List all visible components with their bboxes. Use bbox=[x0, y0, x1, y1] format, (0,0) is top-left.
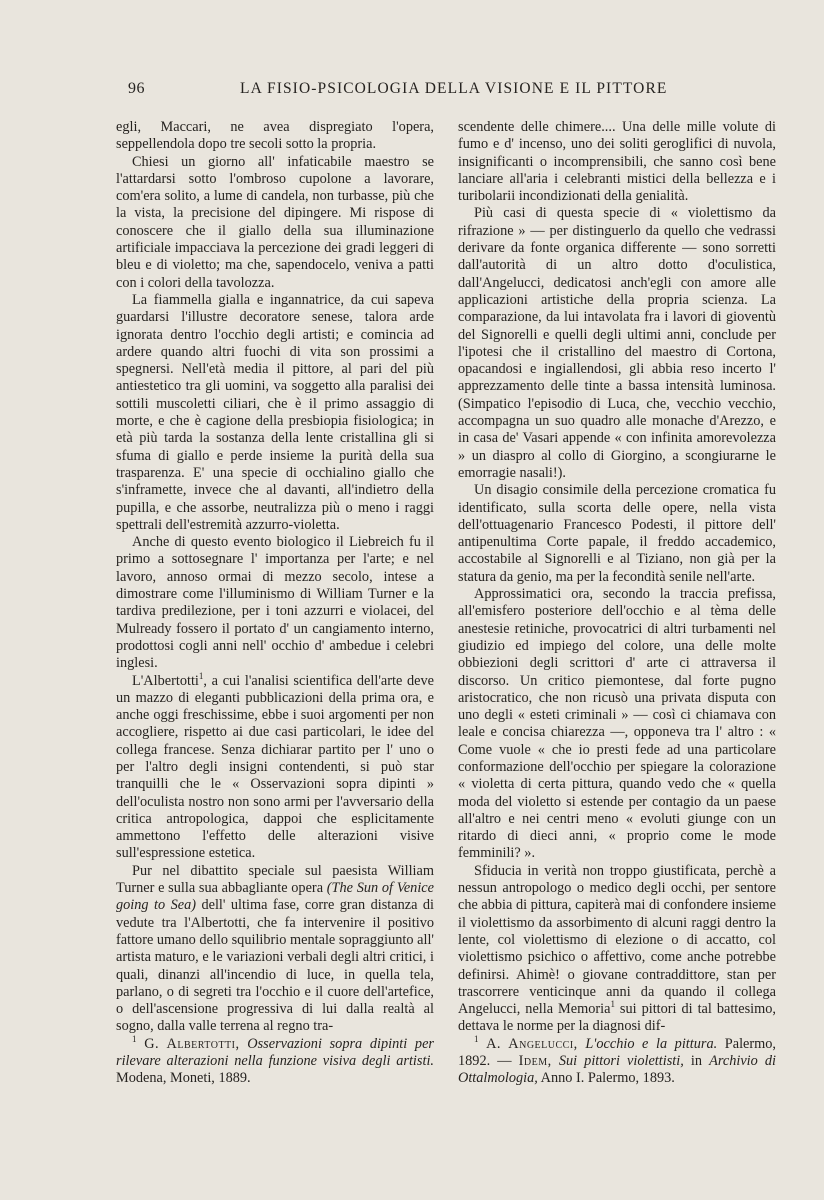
paragraph: egli, Maccari, ne avea dispregiato l'opera, seppellendola dopo tre secoli sotto la propria. bbox=[116, 119, 434, 153]
paragraph-text: dell' ultima fase, corre gran distanza di vedute tra l'Albertotti, che fa intervenire il positivo fattore umano dello squilibrio mentale sopraggiunto all' artista maturo, e le variazioni verbali degli altri critici, i quali, dinanzi all'incendio di luce, in quella tela, parlano, o di segreti tra l'occhio e il cuore dell'artefice, o dell'ascensione progressiva di lui dalla realtà al sogno, dalla valle terrena al regno tra- bbox=[116, 897, 434, 1035]
footnote-title: Sui pittori violettisti, bbox=[558, 1053, 684, 1070]
footnote-text: in bbox=[690, 1053, 703, 1070]
paragraph-text: Pur nel dibattito speciale sul paesista William Turner e sulla sua abbagliante opera bbox=[116, 862, 434, 897]
paragraph-text: Sfiducia in verità non troppo giustificata, perchè a nessun antropologo o medico degli occhi, per sentore che abbia di pittura, capiterà mai di confondere insieme il violettismo da assorbimento di alcuni raggi dentro la lente, col violettismo di elezione o di accatto, col violettismo psichico o affettivo, come anche potrebbe definirsi. Ahimè! o giovane contraddittore, stan per trascorrere venticinque anni da quando il collega Angelucci, nella Memoria bbox=[458, 862, 776, 1018]
footnote-author: A. Angelucci, bbox=[486, 1035, 578, 1052]
paragraph-text: , a cui l'analisi scientifica dell'arte deve un mazzo di eleganti pubblicazioni della prima ora, e anche oggi freschissime, ebbe i suoi argomenti per non accogliere, rispetto ai due casi particolari, le idee del collega francese. Senza dichiarar partito per l' uno o per l'altro degli insigni contendenti, si può star tranquilli che le « Osservazioni sopra dipinti » dell'oculista nostro non sono armi per l'avversario della critica antropologica, dappoi che esplicitamente ammettono l'effetto delle alterazioni visive sull'espressione estetica. bbox=[116, 672, 434, 862]
paragraph: scendente delle chimere.... Una delle mille volute di fumo e d' incenso, uno dei soliti geroglifici di nuvola, insignificanti o incomprensibili, che sanno così bene lanciare all'aria i celebranti mistici della bellezza e i turibolarii incondizionati della genialità. bbox=[458, 119, 776, 205]
page-header bbox=[0, 80, 824, 104]
right-column bbox=[458, 119, 776, 1088]
footnote-publication: Anno I. Palermo, 1893. bbox=[540, 1070, 675, 1087]
footnote-title: Osservazioni sopra dipinti per rilevare alterazioni nella funzione visiva degli artisti. bbox=[116, 1035, 434, 1070]
paragraph bbox=[116, 863, 434, 1036]
paragraph: Anche di questo evento biologico il Liebreich fu il primo a sottosegnare l' importanza per l'arte; e nel lavoro, annoso ormai di mezzo secolo, intese a dimostrare come l'illuminismo di William Turner e la tardiva predilezione, per i toni azzurri e violacei, del Mulready fossero il portato d' un cangiamento interno, prodottosi cogli anni nell' occhio d' ambedue i celebri inglesi. bbox=[116, 534, 434, 672]
footnote-mark: 1 bbox=[474, 1033, 479, 1044]
footnote-mark: 1 bbox=[132, 1033, 137, 1044]
footnote-author: Idem, bbox=[518, 1053, 552, 1070]
footnote-journal: Archivio di Ottalmologia, bbox=[458, 1053, 777, 1087]
footnote bbox=[116, 1033, 434, 1088]
running-title: LA FISIO-PSICOLOGIA DELLA VISIONE E IL PITTORE bbox=[240, 80, 668, 97]
footnote-title: L'occhio e la pittura. bbox=[585, 1035, 718, 1052]
footnote-publication: Modena, Moneti, 1889. bbox=[116, 1070, 251, 1087]
footnote-reference: 1 bbox=[198, 670, 204, 681]
footnote bbox=[458, 1033, 777, 1088]
paragraph-text: sui pittori di tal battesimo, dettava le norme per la diagnosi dif- bbox=[458, 1001, 776, 1035]
footnote-reference: 1 bbox=[610, 999, 615, 1010]
paragraph: Più casi di questa specie di « violettismo da rifrazione » — per distinguerlo da quello che vedrassi derivare da fonte organica differente — sono sorretti dall'autorità di un altro dotto d'oculistica, dall'Angelucci, dedicatosi anch'egli con amore alle applicazioni artistiche della propria scienza. La comparazione, da lui intavolata fra i lavori di gioventù del Signorelli e quelli degli ultimi anni, conclude per l'ipotesi che il cristallino del maestro di Cortona, opacandosi e ingiallendosi, gli abbia reso incerto l' apprezzamento delle tinte a bassa intensità luminosa. (Simpatico l'episodio di Luca, che, vecchio vecchio, accompagna un suo quadro alle monache d'Arezzo, e in casa de' Vasari appende « con infinita amorevolezza » un diaspro al collo di Giorgino, a scongiurarne le emorragie nasali!). bbox=[458, 205, 776, 481]
footnote-author: G. Albertotti, bbox=[144, 1035, 240, 1052]
artwork-title: (The Sun of Venice going to Sea) bbox=[116, 880, 434, 914]
footnote-publication: Palermo, 1892. — bbox=[458, 1035, 777, 1070]
paragraph: Chiesi un giorno all' infaticabile maestro se l'attardarsi sotto l'ombroso cupolone a lavorare, com'era solito, a lume di candela, non turbasse, più che la vista, la precisione del dipingere. Mi rispose di conoscere che il giallo della sua illuminazione artificiale impacciava la percezione dei gradi leggeri di bleu e di violetto; ma che, sapendocelo, veniva a patti con i colori della tavolozza. bbox=[116, 153, 434, 291]
paragraph-text: L'Albertotti bbox=[132, 672, 199, 689]
paragraph: La fiammella gialla e ingannatrice, da cui sapeva guardarsi l'illustre decoratore senese, talora arde ignorata dentro l'occhio degli artisti; e comincia ad ardere quando altri fuochi di vita son prossimi a spegnersi. Nell'età media il pittore, al pari del più antiestetico tra gli uomini, va soggetto alla paralisi dei sottili muscoletti ciliari, che è il primo assaggio di morte, e che è cagione della presbiopia fisiologica; in età più tarda la sostanza della lente cristallina gli si sfuma di giallo e perde insieme la purità della sua trasparenza. E' una specie di occhialino giallo che s'inframette, invece che al davanti, all'indietro della pupilla, e che assorbe, neutralizza più o meno i raggi spettrali dell'estremità azzurro-violetta. bbox=[116, 291, 434, 533]
paragraph bbox=[116, 670, 434, 863]
paragraph: Un disagio consimile della percezione cromatica fu identificato, sulla scorta delle opere, nella vista dell'ottuagenario Francesco Podesti, il pittore dell' antipenultima Corte papale, il freddo accademico, accostabile al Signorelli e al Tiziano, non già per la statura da genio, ma per la fecondità senile nell'arte. bbox=[458, 482, 776, 585]
page-number: 96 bbox=[128, 80, 145, 97]
left-column bbox=[116, 119, 434, 1088]
paragraph: Approssimatici ora, secondo la traccia prefissa, all'emisfero posteriore dell'occhio e al tèma delle anestesie retiniche, provocatrici di altri turbamenti nel giudizio ed impiego del colore, una delle molte obbiezioni degli scrittori d' arte ci attraversa il discorso. Un critico piemontese, dal forte pugno aristocratico, che non ricusò una privata disputa con uno degli « esteti criminali » — così ci chiamava con leale e concisa chiarezza —, opponeva tra l' altro : « Come vuole « che io presti fede ad una particolare conformazione dell'occhio per spiegare la colorazione « violetta di certa pittura, quando vedo che « quella moda del violetto si estende per contagio da un paese all'altro e nei centri meno « evoluti giunge con un ritardo di dieci anni, « proprio come le mode femminili? ». bbox=[458, 586, 776, 862]
paragraph bbox=[458, 863, 776, 1036]
